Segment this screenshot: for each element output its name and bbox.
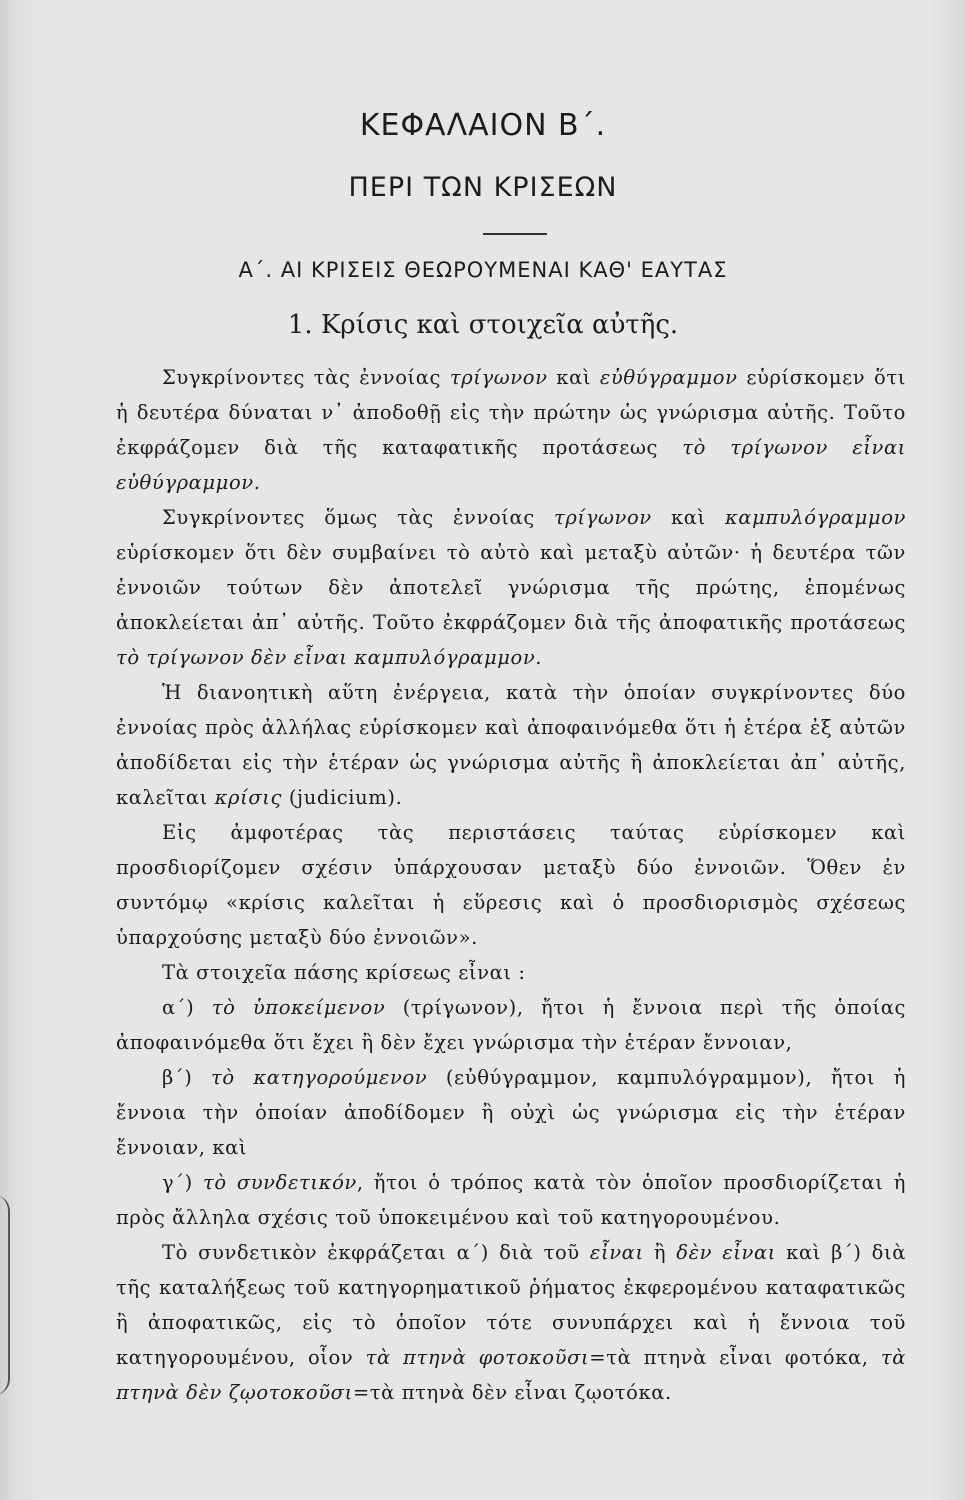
italic-term: τὸ τρίγωνον δὲν εἶναι καμπυλόγραμμον. <box>116 646 543 669</box>
text-run: (τρίγωνον), ἤτοι ἡ ἔννοια περὶ τῆς ὁποίας ἀποφαινόμεθα ὅτι ἔχει ἢ δὲν ἔχει γνώρισμα τὴν ἑτέραν ἔννοιαν, <box>116 996 907 1054</box>
subsection-title: 1. Κρίσις καὶ στοιχεῖα αὐτῆς. <box>287 310 679 340</box>
text-run: (εὐθύγραμμον, καμπυλόγραμμον), ἤτοι ἡ ἔννοια τὴν ὁποίαν ἀποδίδομεν ἢ οὐχὶ ὡς γνώρισμα εἰς τὴν ἑτέραν ἔννοιαν, καὶ <box>116 1066 907 1159</box>
italic-term: τὰ πτηνὰ φοτοκοῦσι <box>365 1346 590 1369</box>
section-title: Α΄. ΑΙ ΚΡΙΣΕΙΣ ΘΕΩΡΟΥΜΕΝΑΙ ΚΑΘ' ΕΑΥΤΑΣ <box>238 258 728 282</box>
paragraph <box>116 815 906 955</box>
text-run: =τὰ πτηνὰ δὲν εἶναι ζῳοτόκα. <box>352 1381 672 1404</box>
text-run: Τὸ συνδετικὸν ἐκφράζεται α΄) διὰ τοῦ <box>162 1241 590 1264</box>
list-item-predicate <box>116 1060 906 1165</box>
text-run: , ἤτοι ὁ τρόπος κατὰ τὸν ὁποῖον προσδιορίζεται ἡ πρὸς ἄλληλα σχέσις τοῦ ὑποκειμένου καὶ τοῦ κατηγορουμένου. <box>116 1171 906 1229</box>
text-run: Τὰ στοιχεῖα πάσης κρίσεως εἶναι : <box>162 961 526 984</box>
list-item-subject <box>116 990 906 1060</box>
text-run: Ἡ διανοητικὴ αὕτη ἐνέργεια, κατὰ τὴν ὁποίαν συγκρίνοντες δύο ἐννοίας πρὸς ἀλλήλας εὑρίσκομεν καὶ ἀποφαινόμεθα ὅτι ἡ ἑτέρα ἐξ αὐτῶν ἀποδίδεται εἰς τὴν ἑτέραν ὡς γνώρισμα αὐτῆς ἢ ἀποκλείεται ἀπ᾽ αὐτῆς, καλεῖται <box>116 681 906 809</box>
chapter-title: ΚΕΦΑΛΑΙΟΝ Β΄. <box>359 108 607 143</box>
italic-term: τὸ συνδετικόν <box>202 1171 357 1194</box>
text-run: α΄) <box>162 996 212 1019</box>
italic-term: τρίγωνον <box>449 366 548 389</box>
text-run: γ΄) <box>162 1171 203 1194</box>
italic-term: κρίσις <box>214 786 283 809</box>
paragraph <box>116 500 906 675</box>
text-run: Συγκρίνοντες ὅμως τὰς ἐννοίας <box>162 506 555 529</box>
text-run: εὑρίσκομεν ὅτι δὲν συμβαίνει τὸ αὐτὸ καὶ μεταξὺ αὐτῶν· ἡ δευτέρα τῶν ἐννοιῶν τούτων δὲν ἀποτελεῖ γνώρισμα τῆς πρώτης, ἑπομένως ἀποκλείεται ἀπ᾽ αὐτῆς. Τοῦτο ἐκφράζομεν διὰ τῆς ἀποφατικῆς προτάσεως <box>116 541 906 634</box>
italic-term: τρίγωνον <box>554 506 652 529</box>
text-run: =τὰ πτηνὰ εἶναι φοτόκα, <box>589 1346 881 1369</box>
italic-term: τὸ τρίγωνον εἶναι εὐθύγραμμον. <box>116 436 907 494</box>
italic-term: δὲν εἶναι <box>676 1241 777 1264</box>
text-run: καὶ β΄) διὰ τῆς καταλήξεως τοῦ κατηγορηματικοῦ ῥήματος ἐκφερομένου καταφατικῶς ἢ ἀποφατικῶς, εἰς τὸ ὁποῖον τότε συνυπάρχει καὶ ἡ ἔννοια τοῦ κατηγορουμένου, οἷον <box>116 1241 907 1369</box>
text-run: (judicium). <box>282 786 403 809</box>
text-run: καὶ <box>651 506 725 529</box>
italic-term: τὰ πτηνὰ δὲν ζῳοτοκοῦσι <box>116 1346 906 1404</box>
text-run: Συγκρίνοντες τὰς ἐννοίας <box>162 366 450 389</box>
chapter-subtitle: ΠΕΡΙ ΤΩΝ ΚΡΙΣΕΩΝ <box>348 172 618 203</box>
text-run: β΄) <box>162 1066 212 1089</box>
italic-term: εἶναι <box>589 1241 644 1264</box>
italic-term: τὸ ὑποκείμενον <box>211 996 386 1019</box>
paragraph <box>116 955 906 990</box>
italic-term: καμπυλόγραμμον <box>724 506 906 529</box>
paragraph <box>116 675 906 815</box>
text-run: ἢ <box>643 1241 677 1264</box>
text-run: Εἰς ἀμφοτέρας τὰς περιστάσεις ταύτας εὑρίσκομεν καὶ προσδιορίζομεν σχέσιν ὑπάρχουσαν μεταξὺ δύο ἐννοιῶν. Ὅθεν ἐν συντόμῳ «κρίσις καλεῖται ἡ εὕρεσις καὶ ὁ προσδιορισμὸς σχέσεως ὑπαρχούσης μεταξὺ δύο ἐννοιῶν». <box>116 821 906 949</box>
paragraph <box>116 360 906 500</box>
italic-term: εὐθύγραμμον <box>599 366 738 389</box>
page-binding-edge <box>0 1195 10 1395</box>
list-item-copula <box>116 1165 906 1235</box>
italic-term: τὸ κατηγορούμενον <box>211 1066 428 1089</box>
text-run: καὶ <box>547 366 600 389</box>
paragraph <box>116 1235 906 1410</box>
body-text <box>116 360 906 1410</box>
title-divider <box>483 233 547 235</box>
text-run: εὑρίσκομεν ὅτι ἡ δευτέρα δύναται ν᾽ ἀποδοθῇ εἰς τὴν πρώτην ὡς γνώρισμα αὐτῆς. Τοῦτο ἐκφράζομεν διὰ τῆς καταφατικῆς προτάσεως <box>116 366 906 459</box>
